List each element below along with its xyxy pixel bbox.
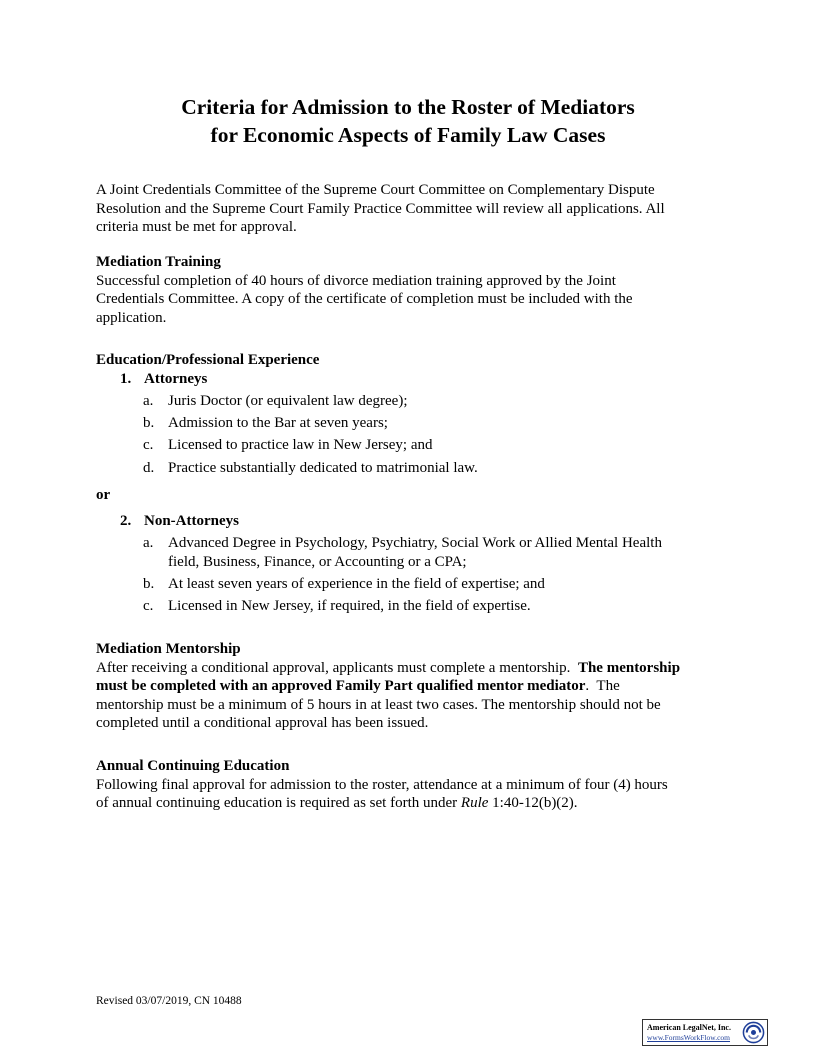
list-item-text: Admission to the Bar at seven years;: [168, 415, 388, 431]
list-item-line: field, Business, Finance, or Accounting or a CPA;: [168, 553, 467, 570]
stamp-company: American LegalNet, Inc.: [647, 1023, 731, 1032]
plain-text: of annual continuing education is required as set forth under: [96, 795, 461, 812]
section-line: Following final approval for admission to the roster, attendance at a minimum of four (4) hours: [96, 776, 668, 793]
list-item-text: Juris Doctor (or equivalent law degree);: [168, 393, 408, 409]
mediation-training-section: [96, 253, 721, 327]
bold-text: The mentorship: [577, 659, 681, 676]
section-heading: Mediation Training: [96, 254, 221, 270]
list-item: [143, 414, 721, 433]
list-item: [143, 436, 721, 455]
section-heading: Annual Continuing Education: [96, 758, 290, 774]
attorneys-heading: [120, 370, 207, 389]
revision-note: Revised 03/07/2019, CN 10488: [96, 995, 242, 1007]
list-item: [143, 575, 721, 594]
list-item: [143, 597, 721, 616]
list-letter: a.: [143, 535, 154, 551]
title-line-2: for Economic Aspects of Family Law Cases: [210, 123, 606, 147]
list-item-line: Advanced Degree in Psychology, Psychiatry, Social Work or Allied Mental Health: [168, 535, 662, 551]
list-label: Non-Attorneys: [144, 513, 239, 529]
continuing-education-section: [96, 757, 721, 813]
list-letter: a.: [143, 393, 154, 409]
bold-text: must be completed with an approved Family Part qualified mentor mediator: [96, 678, 586, 695]
plain-text: . The: [585, 678, 620, 695]
section-line: mentorship must be a minimum of 5 hours in at least two cases. The mentorship should not be: [96, 696, 661, 713]
section-line: Successful completion of 40 hours of divorce mediation training approved by the Joint: [96, 272, 616, 289]
section-line: completed until a conditional approval has been issued.: [96, 715, 429, 732]
publisher-stamp[interactable]: [642, 1019, 768, 1046]
or-separator: or: [96, 487, 111, 503]
title-line-1: Criteria for Admission to the Roster of Mediators: [181, 95, 635, 119]
section-line: Credentials Committee. A copy of the certificate of completion must be included with the: [96, 291, 633, 308]
intro-line: criteria must be met for approval.: [96, 219, 297, 236]
list-item-text: [168, 534, 721, 571]
list-letter: c.: [143, 437, 154, 453]
italic-text: Rule: [460, 795, 489, 812]
education-heading: Education/Professional Experience: [96, 352, 320, 368]
globe-icon: [742, 1021, 765, 1044]
list-letter: b.: [143, 415, 155, 431]
list-item-text: Licensed to practice law in New Jersey; and: [168, 437, 433, 453]
section-line: [96, 659, 721, 678]
list-item-text: Practice substantially dedicated to matrimonial law.: [168, 460, 478, 476]
list-item-text: Licensed in New Jersey, if required, in the field of expertise.: [168, 598, 531, 614]
list-number: 1.: [120, 371, 132, 387]
mentorship-section: [96, 640, 721, 733]
list-item: [143, 459, 721, 478]
section-line: application.: [96, 309, 167, 326]
intro-paragraph: [96, 181, 721, 237]
intro-line: Resolution and the Supreme Court Family Practice Committee will review all applications. All: [96, 200, 665, 217]
non-attorneys-heading: [120, 512, 239, 531]
list-item: [143, 534, 721, 571]
plain-text: 1:40-12(b)(2).: [488, 795, 578, 812]
section-heading: Mediation Mentorship: [96, 641, 241, 657]
list-letter: b.: [143, 576, 155, 592]
list-label: Attorneys: [144, 371, 208, 387]
intro-line: A Joint Credentials Committee of the Supreme Court Committee on Complementary Dispute: [96, 182, 655, 198]
stamp-website-link[interactable]: www.FormsWorkFlow.com: [647, 1033, 731, 1042]
section-line: [96, 794, 721, 813]
plain-text: After receiving a conditional approval, applicants must complete a mentorship.: [96, 659, 578, 676]
list-item-text: At least seven years of experience in the field of expertise; and: [168, 576, 545, 592]
list-number: 2.: [120, 513, 132, 529]
list-letter: c.: [143, 598, 154, 614]
section-line: [96, 677, 721, 696]
list-item: [143, 392, 721, 411]
page-title: [0, 93, 816, 149]
list-letter: d.: [143, 460, 155, 476]
